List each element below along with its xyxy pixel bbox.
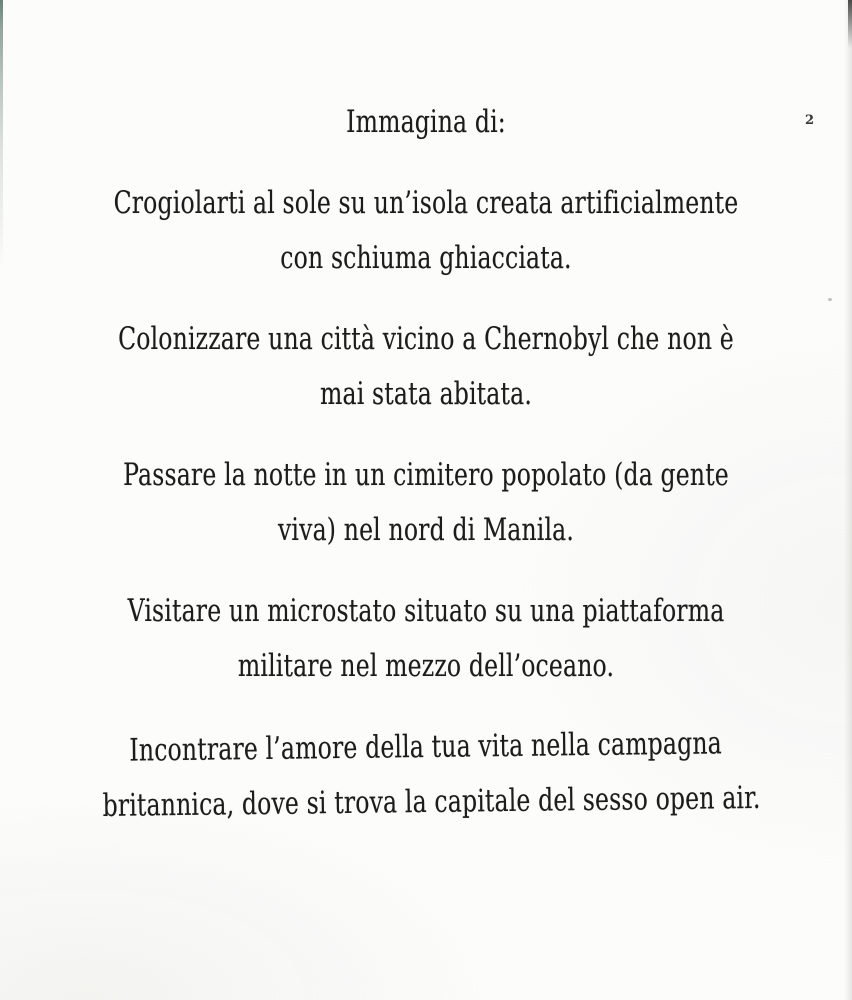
paragraph bbox=[0, 715, 852, 835]
paragraph bbox=[0, 176, 852, 286]
paragraph bbox=[0, 448, 852, 558]
paragraph bbox=[0, 312, 852, 422]
page-number: 2 bbox=[804, 113, 814, 128]
paragraph-line: Passare la notte in un cimitero popolato (da gente bbox=[123, 457, 729, 493]
paragraph bbox=[0, 584, 852, 694]
paragraph-line: viva) nel nord di Manila. bbox=[277, 512, 575, 548]
paragraph-line: britannica, dove si trova la capitale del sesso open air. bbox=[102, 779, 761, 824]
paragraph-line: Colonizzare una città vicino a Chernobyl che non è bbox=[118, 321, 734, 357]
paragraph-line: Incontrare l’amore della tua vita nella campagna bbox=[129, 725, 723, 769]
paragraph-line: militare nel mezzo dell’oceano. bbox=[237, 648, 615, 684]
paragraph-line: Visitare un microstato situato su una piattaforma bbox=[127, 593, 725, 629]
paragraph-line: con schiuma ghiacciata. bbox=[280, 240, 572, 276]
paragraph-line: mai stata abitata. bbox=[320, 376, 532, 412]
paragraph-line: Crogiolarti al sole su un’isola creata artificialmente bbox=[113, 185, 739, 221]
page-title: Immagina di: bbox=[346, 104, 506, 140]
